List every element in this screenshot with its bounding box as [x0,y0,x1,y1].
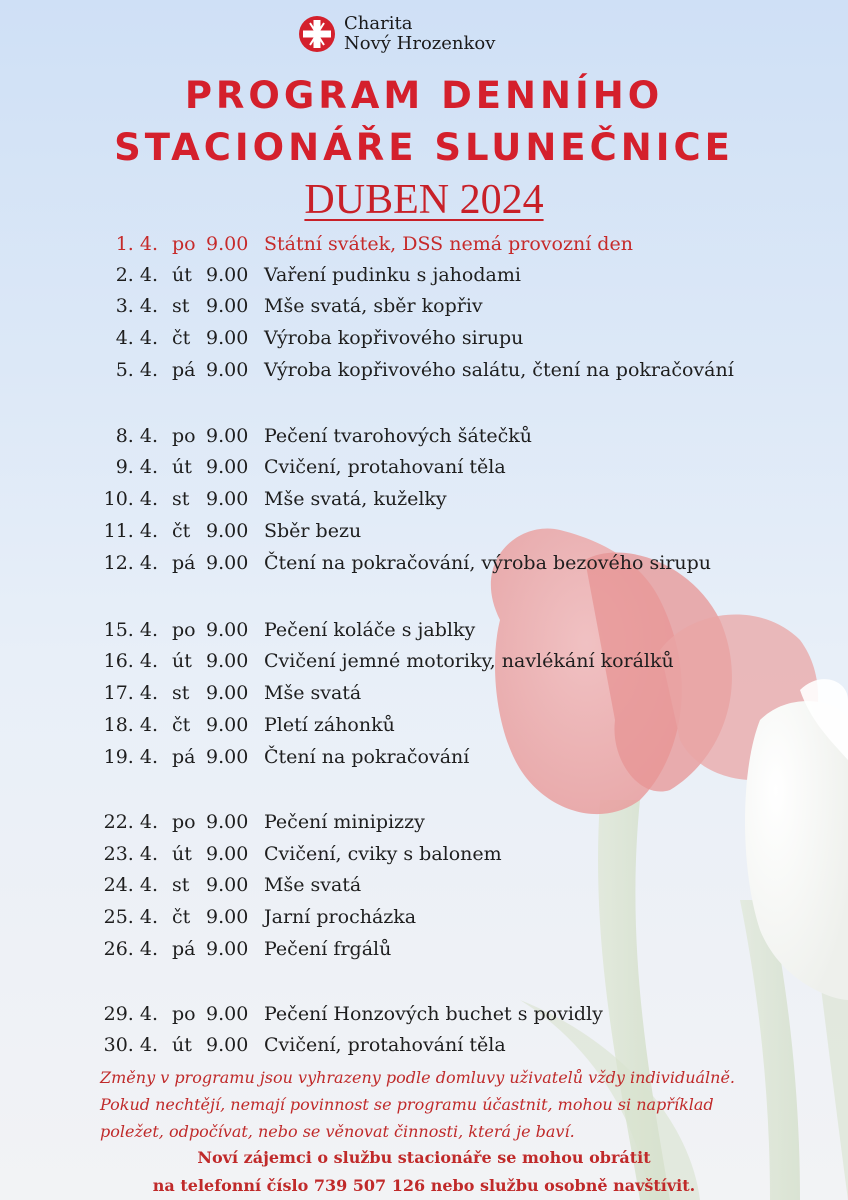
schedule-activity: Pečení tvarohových šátečků [264,425,533,447]
schedule-row [0,711,848,739]
schedule-time: 9.00 [206,682,249,704]
schedule-day: po [172,233,196,255]
schedule-date: 10. 4. [103,488,158,510]
schedule-time: 9.00 [206,456,249,478]
schedule-day: pá [172,938,196,960]
schedule-day: út [172,843,192,865]
schedule-time: 9.00 [206,552,249,574]
schedule-row [0,903,848,931]
schedule-activity: Cvičení, protahovaní těla [264,456,506,478]
page-title-line1: PROGRAM DENNÍHO [184,74,664,117]
page-title-line2: STACIONÁŘE SLUNEČNICE [114,126,734,169]
charita-logo [298,14,495,54]
schedule-row [0,292,848,320]
schedule-day: pá [172,359,196,381]
schedule-activity: Cvičení jemné motoriky, navlékání korálků [264,650,674,672]
schedule-row [0,871,848,899]
schedule-row [0,647,848,675]
schedule-activity: Čtení na pokračování [264,746,470,768]
schedule-activity: Cvičení, cviky s balonem [264,843,502,865]
note-line-1: Změny v programu jsou vyhrazeny podle domluvy uživatelů vždy individuálně. [100,1068,736,1087]
schedule-day: čt [172,906,191,928]
schedule-time: 9.00 [206,359,249,381]
schedule-time: 9.00 [206,264,249,286]
schedule-date: 4. 4. [115,327,158,349]
logo-line-charita: Charita [344,13,413,34]
schedule-time: 9.00 [206,650,249,672]
schedule-date: 29. 4. [103,1003,158,1025]
schedule-day: po [172,1003,196,1025]
schedule-activity: Pečení frgálů [264,938,392,960]
schedule-date: 8. 4. [115,425,158,447]
schedule-date: 9. 4. [115,456,158,478]
schedule-row [0,517,848,545]
schedule-activity: Mše svatá, sběr kopřiv [264,295,483,317]
schedule-row [0,485,848,513]
schedule-activity: Pečení Honzových buchet s povidly [264,1003,603,1025]
schedule-day: st [172,682,190,704]
schedule-activity: Čtení na pokračování, výroba bezového sirupu [264,552,712,574]
schedule-day: pá [172,552,196,574]
schedule-day: po [172,811,196,833]
charita-cross-icon [298,15,336,53]
schedule-day: čt [172,520,191,542]
schedule-row [0,1031,848,1059]
schedule-row [0,230,848,258]
schedule-day: po [172,619,196,641]
schedule-date: 17. 4. [103,682,158,704]
schedule-date: 26. 4. [103,938,158,960]
schedule-date: 5. 4. [115,359,158,381]
schedule-time: 9.00 [206,874,249,896]
schedule-activity: Sběr bezu [264,520,362,542]
schedule-time: 9.00 [206,295,249,317]
schedule-day: út [172,650,192,672]
schedule-row [0,453,848,481]
schedule-date: 12. 4. [103,552,158,574]
month-heading: DUBEN 2024 [304,177,544,223]
schedule-row [0,935,848,963]
schedule-day: út [172,456,192,478]
schedule-date: 23. 4. [103,843,158,865]
schedule-time: 9.00 [206,1003,249,1025]
schedule-activity: Mše svatá [264,682,362,704]
schedule-date: 2. 4. [115,264,158,286]
schedule-day: st [172,874,190,896]
schedule-row [0,840,848,868]
schedule-time: 9.00 [206,1034,249,1056]
schedule-time: 9.00 [206,425,249,447]
logo-line-location: Nový Hrozenkov [344,33,496,54]
schedule-time: 9.00 [206,811,249,833]
schedule-activity: Cvičení, protahování těla [264,1034,506,1056]
schedule-row [0,1000,848,1028]
schedule-date: 15. 4. [103,619,158,641]
schedule-activity: Pečení koláče s jablky [264,619,476,641]
schedule-date: 16. 4. [103,650,158,672]
schedule-day: čt [172,714,191,736]
schedule-date: 24. 4. [103,874,158,896]
schedule-row [0,616,848,644]
schedule-row [0,356,848,384]
schedule-activity: Mše svatá [264,874,362,896]
schedule-day: st [172,295,190,317]
schedule-day: pá [172,746,196,768]
schedule-row [0,324,848,352]
note-line-3: poležet, odpočívat, nebo se věnovat činnosti, která je baví. [100,1122,575,1141]
schedule-time: 9.00 [206,327,249,349]
footer-line-1: Noví zájemci o službu stacionáře se mohou obrátit [197,1148,651,1167]
schedule-date: 22. 4. [103,811,158,833]
schedule-time: 9.00 [206,488,249,510]
schedule-date: 11. 4. [103,520,158,542]
schedule-time: 9.00 [206,233,249,255]
schedule-activity: Jarní procházka [264,906,417,928]
logo-text [344,14,495,54]
schedule-day: čt [172,327,191,349]
footer-line-2: na telefonní číslo 739 507 126 nebo službu osobně navštívit. [152,1176,696,1195]
schedule-activity: Výroba kopřivového salátu, čtení na pokračování [264,359,734,381]
schedule-date: 25. 4. [103,906,158,928]
schedule-row [0,743,848,771]
schedule-day: út [172,1034,192,1056]
schedule-time: 9.00 [206,619,249,641]
schedule-row [0,422,848,450]
schedule-row [0,549,848,577]
schedule-date: 1. 4. [115,233,158,255]
schedule-time: 9.00 [206,714,249,736]
schedule-time: 9.00 [206,906,249,928]
schedule-date: 3. 4. [115,295,158,317]
schedule-activity: Výroba kopřivového sirupu [264,327,524,349]
schedule-day: po [172,425,196,447]
schedule-day: út [172,264,192,286]
schedule-activity: Mše svatá, kuželky [264,488,447,510]
schedule-activity: Pletí záhonků [264,714,395,736]
note-line-2: Pokud nechtějí, nemají povinnost se programu účastnit, mohou si například [100,1095,714,1114]
schedule-activity: Pečení minipizzy [264,811,425,833]
schedule-time: 9.00 [206,843,249,865]
schedule-row [0,808,848,836]
schedule-date: 18. 4. [103,714,158,736]
schedule-day: st [172,488,190,510]
schedule-time: 9.00 [206,520,249,542]
schedule-activity: Vaření pudinku s jahodami [264,264,521,286]
schedule-time: 9.00 [206,938,249,960]
schedule-time: 9.00 [206,746,249,768]
schedule-activity: Státní svátek, DSS nemá provozní den [264,233,633,255]
schedule-row [0,679,848,707]
schedule-row [0,261,848,289]
schedule-date: 19. 4. [103,746,158,768]
schedule-date: 30. 4. [103,1034,158,1056]
